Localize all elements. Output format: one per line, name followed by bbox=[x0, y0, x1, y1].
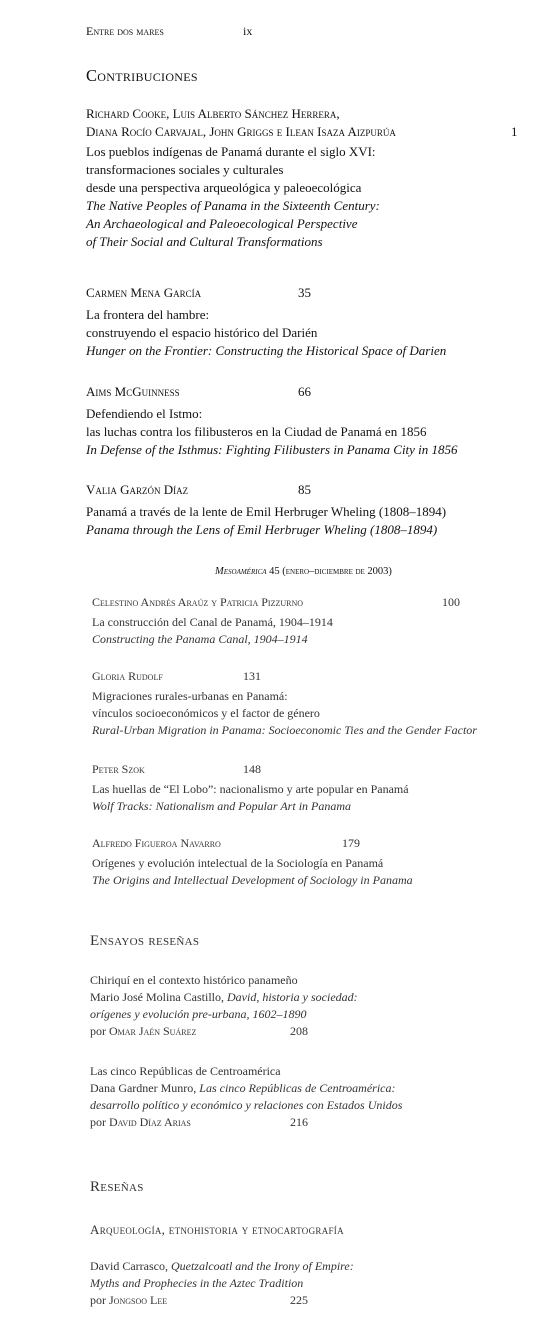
entry-english-title: Constructing the Panama Canal, 1904–1914 bbox=[92, 632, 308, 646]
review-reviewer: Jongsoo Lee bbox=[109, 1293, 168, 1307]
review-essay-entry bbox=[90, 1063, 530, 1131]
entry-title: desde una perspectiva arqueológica y paleoecológica bbox=[86, 180, 362, 195]
section-heading-contribuciones: Contribuciones bbox=[86, 66, 198, 85]
review-book-author: Dana Gardner Munro, bbox=[90, 1081, 200, 1095]
entry-author-line bbox=[86, 383, 536, 401]
entry-author-line bbox=[86, 481, 546, 499]
entry-page: 148 bbox=[243, 762, 261, 776]
running-title: Entre dos mares bbox=[86, 24, 164, 38]
entry-title: vínculos socioeconómicos y el factor de género bbox=[92, 706, 320, 720]
entry-english-title: Wolf Tracks: Nationalism and Popular Art in Panama bbox=[92, 799, 352, 813]
entry-page: 216 bbox=[290, 1115, 308, 1129]
entry-english-title: The Native Peoples of Panama in the Sixteenth Century: bbox=[86, 198, 380, 213]
entry-english-title: Rural-Urban Migration in Panama: Socioeconomic Ties and the Gender Factor bbox=[92, 723, 477, 737]
entry-author: Peter Szok bbox=[92, 762, 145, 776]
entry-page: 35 bbox=[298, 285, 311, 300]
entry-title: Panamá a través de la lente de Emil Herbruger Wheling (1808–1894) bbox=[86, 504, 447, 519]
entry-author-line bbox=[92, 761, 532, 778]
toc-entry bbox=[92, 594, 532, 648]
review-book-author: Mario José Molina Castillo, bbox=[90, 990, 227, 1004]
entry-english-title: of Their Social and Cultural Transformations bbox=[86, 234, 323, 249]
entry-english-title: Panama through the Lens of Emil Herbruger Wheling (1808–1894) bbox=[86, 522, 438, 537]
page-number: ix bbox=[243, 24, 253, 38]
section-heading-ensayos: Ensayos reseñas bbox=[90, 933, 200, 949]
entry-page: 85 bbox=[298, 482, 311, 497]
review-book-title: David, historia y sociedad: bbox=[227, 990, 358, 1004]
entry-page: 208 bbox=[290, 1024, 308, 1038]
entry-authors-line-2 bbox=[86, 123, 536, 141]
entry-author: Celestino Andrés Araúz y Patricia Pizzurno bbox=[92, 595, 304, 609]
review-topic: Chiriquí en el contexto histórico panameño bbox=[90, 973, 298, 987]
review-book-title: Quetzalcoatl and the Irony of Empire: bbox=[170, 1259, 354, 1273]
review-reviewer-line bbox=[90, 1292, 530, 1309]
entry-title: Defendiendo el Istmo: bbox=[86, 406, 203, 421]
entry-english-title: In Defense of the Isthmus: Fighting Filibusters in Panama City in 1856 bbox=[86, 442, 458, 457]
review-book-line bbox=[90, 1080, 530, 1097]
entry-title: construyendo el espacio histórico del Darién bbox=[86, 325, 318, 340]
entry-author: Valia Garzón Díaz bbox=[86, 482, 189, 497]
entry-page: 66 bbox=[298, 384, 311, 399]
toc-entry bbox=[86, 383, 536, 459]
journal-issue: 45 bbox=[269, 566, 280, 577]
review-por: por bbox=[90, 1024, 109, 1038]
journal-date: (enero–diciembre de 2003) bbox=[282, 566, 392, 577]
review-book-title: Myths and Prophecies in the Aztec Tradition bbox=[90, 1276, 304, 1290]
toc-entry bbox=[86, 105, 536, 251]
entry-author-line bbox=[92, 668, 532, 685]
entry-author-line bbox=[92, 594, 532, 611]
review-book-title: desarrollo político y económico y relaciones con Estados Unidos bbox=[90, 1098, 403, 1112]
entry-author-line bbox=[92, 835, 532, 852]
review-reviewer-line bbox=[90, 1023, 530, 1040]
entry-page: 1 bbox=[511, 124, 518, 139]
review-reviewer: David Díaz Arias bbox=[109, 1115, 191, 1129]
review-book-line bbox=[90, 1258, 530, 1275]
entry-authors: Diana Rocío Carvajal, John Griggs e Ilean Isaza Aizpurúa bbox=[86, 124, 396, 139]
review-book-line bbox=[90, 989, 530, 1006]
entry-author: Gloria Rudolf bbox=[92, 669, 163, 683]
journal-line bbox=[215, 566, 392, 577]
toc-entry bbox=[86, 284, 536, 360]
review-topic: Las cinco Repúblicas de Centroamérica bbox=[90, 1064, 281, 1078]
review-entry bbox=[90, 1258, 530, 1309]
entry-title: Los pueblos indígenas de Panamá durante el siglo XVI: bbox=[86, 144, 376, 159]
entry-title: Migraciones rurales-urbanas en Panamá: bbox=[92, 689, 288, 703]
entry-title: transformaciones sociales y culturales bbox=[86, 162, 284, 177]
entry-page: 131 bbox=[243, 669, 261, 683]
entry-author-line bbox=[86, 284, 536, 302]
journal-name: Mesoamérica bbox=[215, 566, 267, 577]
entry-title: La construcción del Canal de Panamá, 1904–1914 bbox=[92, 615, 333, 629]
review-book-title: Las cinco Repúblicas de Centroamérica: bbox=[199, 1081, 396, 1095]
entry-authors: Richard Cooke, Luis Alberto Sánchez Herrera, bbox=[86, 106, 340, 121]
toc-entry bbox=[92, 761, 532, 815]
entry-english-title: The Origins and Intellectual Development of Sociology in Panama bbox=[92, 873, 413, 887]
entry-page: 179 bbox=[342, 836, 360, 850]
entry-author: Alfredo Figueroa Navarro bbox=[92, 836, 221, 850]
review-reviewer-line bbox=[90, 1114, 530, 1131]
entry-author: Aims McGuinness bbox=[86, 384, 180, 399]
entry-title: Orígenes y evolución intelectual de la Sociología en Panamá bbox=[92, 856, 384, 870]
toc-entry bbox=[92, 835, 532, 889]
section-heading-resenas: Reseñas bbox=[90, 1179, 144, 1195]
review-por: por bbox=[90, 1115, 109, 1129]
toc-entry bbox=[86, 481, 546, 539]
entry-title: La frontera del hambre: bbox=[86, 307, 210, 322]
entry-english-title: Hunger on the Frontier: Constructing the Historical Space of Darien bbox=[86, 343, 447, 358]
review-essay-entry bbox=[90, 972, 530, 1040]
subsection-heading: Arqueología, etnohistoria y etnocartografía bbox=[90, 1222, 344, 1237]
entry-page: 225 bbox=[290, 1293, 308, 1307]
entry-title: Las huellas de “El Lobo”: nacionalismo y arte popular en Panamá bbox=[92, 782, 409, 796]
review-book-author: David Carrasco, bbox=[90, 1259, 171, 1273]
entry-english-title: An Archaeological and Paleoecological Perspective bbox=[86, 216, 358, 231]
review-reviewer: Omar Jaén Suárez bbox=[109, 1024, 197, 1038]
review-por: por bbox=[90, 1293, 109, 1307]
toc-entry bbox=[92, 668, 532, 739]
entry-page: 100 bbox=[442, 595, 460, 609]
review-book-title: orígenes y evolución pre-urbana, 1602–1890 bbox=[90, 1007, 307, 1021]
entry-title: las luchas contra los filibusteros en la Ciudad de Panamá en 1856 bbox=[86, 424, 427, 439]
entry-author: Carmen Mena García bbox=[86, 285, 202, 300]
